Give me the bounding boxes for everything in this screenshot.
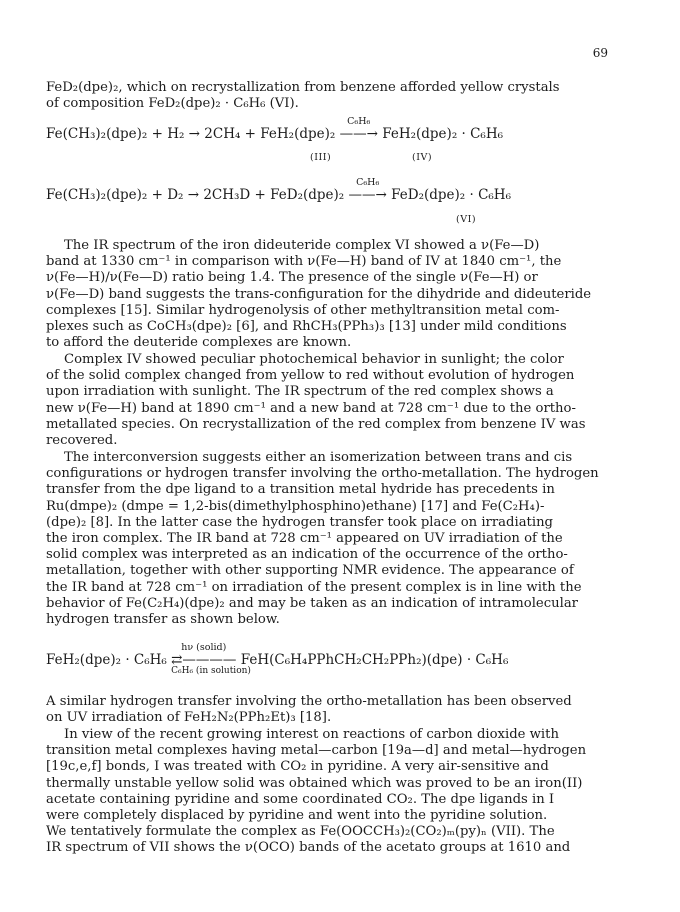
text-line: upon irradiation with sunlight. The IR spectrum of the red complex shows a [46,384,554,400]
equation-lhs: Fe(CH₃)₂(dpe)₂ + H₂ → 2CH₄ + FeH₂(dpe)₂ [46,126,336,142]
text-line: of the solid complex changed from yellow to red without evolution of hydrogen [46,368,575,384]
equation-3 [46,642,646,676]
text-line: plexes such as CoCH₃(dpe)₂ [6], and RhCH₃(PPh₃)₃ [13] under mild conditions [46,319,567,335]
text-line: of composition FeD₂(dpe)₂ · C₆H₆ (VI). [46,96,299,112]
text-line: Complex IV showed peculiar photochemical behavior in sunlight; the color [64,352,564,367]
reaction-arrow [339,116,378,142]
equation-2 [46,177,646,203]
paragraph-6 [46,727,646,857]
reaction-arrow [348,177,387,203]
text-line: recovered. [46,433,118,449]
text-line: We tentatively formulate the complex as Fe(OOCCH₃)₂(CO₂)ₘ(py)ₙ (VII). The [46,824,555,840]
equation-lhs: FeH₂(dpe)₂ · C₆H₆ [46,652,167,668]
arrow-glyph: ——→ [339,126,378,142]
text-line: the IR band at 728 cm⁻¹ on irradiation of the present complex is in line with the [46,579,582,595]
paragraph-3 [46,352,646,449]
arrow-condition: C₆H₆ [356,177,380,188]
text-line: solid complex was interpreted as an indication of the occurrence of the ortho- [46,547,568,563]
text-line: IR spectrum of VII shows the ν(OCO) bands of the acetato groups at 1610 and [46,840,571,856]
equation-rhs: FeD₂(dpe)₂ · C₆H₆ [391,187,511,203]
text-line: were completely displaced by pyridine and went into the pyridine solution. [46,808,548,824]
text-line: on UV irradiation of FeH₂N₂(PPh₂Et)₃ [18]. [46,710,332,726]
arrow-condition-under: C₆H₆ (in solution) [171,666,251,676]
text-line: to afford the deuteride complexes are known. [46,335,352,351]
paragraph-1 [46,80,646,112]
text-line: configurations or hydrogen transfer involving the ortho-metallation. The hydrogen [46,466,599,482]
text-line: hydrogen transfer as shown below. [46,612,280,628]
text-line: thermally unstable yellow solid was obtained which was proved to be an iron(II) [46,775,583,791]
text-line: complexes [15]. Similar hydrogenolysis of other methyltransition metal com- [46,302,560,318]
text-line: the iron complex. The IR band at 728 cm⁻¹ appeared on UV irradiation of the [46,531,563,547]
text-line: FeD₂(dpe)₂, which on recrystallization from benzene afforded yellow crystals [46,80,560,95]
text-line: A similar hydrogen transfer involving the ortho-metallation has been observed [46,694,572,709]
compound-label: (IV) [412,152,433,163]
equation-rhs: FeH₂(dpe)₂ · C₆H₆ [382,126,504,142]
arrow-glyph: ——→ [348,187,387,203]
text-line: [19c,e,f] bonds, I was treated with CO₂ in pyridine. A very air-sensitive and [46,759,549,775]
text-line: new ν(Fe—H) band at 1890 cm⁻¹ and a new band at 728 cm⁻¹ due to the ortho- [46,400,576,416]
text-line: The IR spectrum of the iron dideuteride complex VI showed a ν(Fe—D) [64,238,540,253]
page-number: 69 [592,46,608,60]
paragraph-4 [46,450,646,628]
text-line: transition metal complexes having metal—carbon [19a—d] and metal—hydrogen [46,743,587,759]
compound-label: (VI) [456,214,477,225]
arrow-glyph: ⇄———— [171,652,237,668]
arrow-condition: hν (solid) [181,642,227,653]
paragraph-2 [46,238,646,351]
text-line: transfer from the dpe ligand to a transition metal hydride has precedents in [46,482,555,498]
equation-lhs: Fe(CH₃)₂(dpe)₂ + D₂ → 2CH₃D + FeD₂(dpe)₂ [46,187,345,203]
equation-1 [46,116,646,142]
text-line: behavior of Fe(C₂H₄)(dpe)₂ and may be taken as an indication of intramolecular [46,595,578,611]
arrow-condition: C₆H₆ [347,116,371,127]
text-line: (dpe)₂ [8]. In the latter case the hydrogen transfer took place on irradiating [46,514,554,530]
text-line: In view of the recent growing interest on reactions of carbon dioxide with [64,727,559,742]
text-line: ν(Fe—D) band suggests the trans-configuration for the dihydride and dideuteride [46,286,592,302]
text-line: The interconversion suggests either an isomerization between trans and cis [64,450,573,465]
compound-label: (III) [310,152,332,163]
text-line: acetate containing pyridine and some coordinated CO₂. The dpe ligands in I [46,791,555,807]
text-line: ν(Fe—H)/ν(Fe—D) ratio being 1.4. The presence of the single ν(Fe—H) or [46,270,538,286]
paragraph-5 [46,694,646,726]
text-line: Ru(dmpe)₂ (dmpe = 1,2-bis(dimethylphosphino)ethane) [17] and Fe(C₂H₄)- [46,498,545,514]
equation-rhs: FeH(C₆H₄PPhCH₂CH₂PPh₂)(dpe) · C₆H₆ [240,652,509,668]
text-line: metallation, together with other supporting NMR evidence. The appearance of [46,563,574,579]
text-line: metallated species. On recrystallization of the red complex from benzene IV was [46,416,586,432]
text-line: band at 1330 cm⁻¹ in comparison with ν(Fe—H) band of IV at 1840 cm⁻¹, the [46,254,562,270]
reaction-arrow [171,642,251,676]
